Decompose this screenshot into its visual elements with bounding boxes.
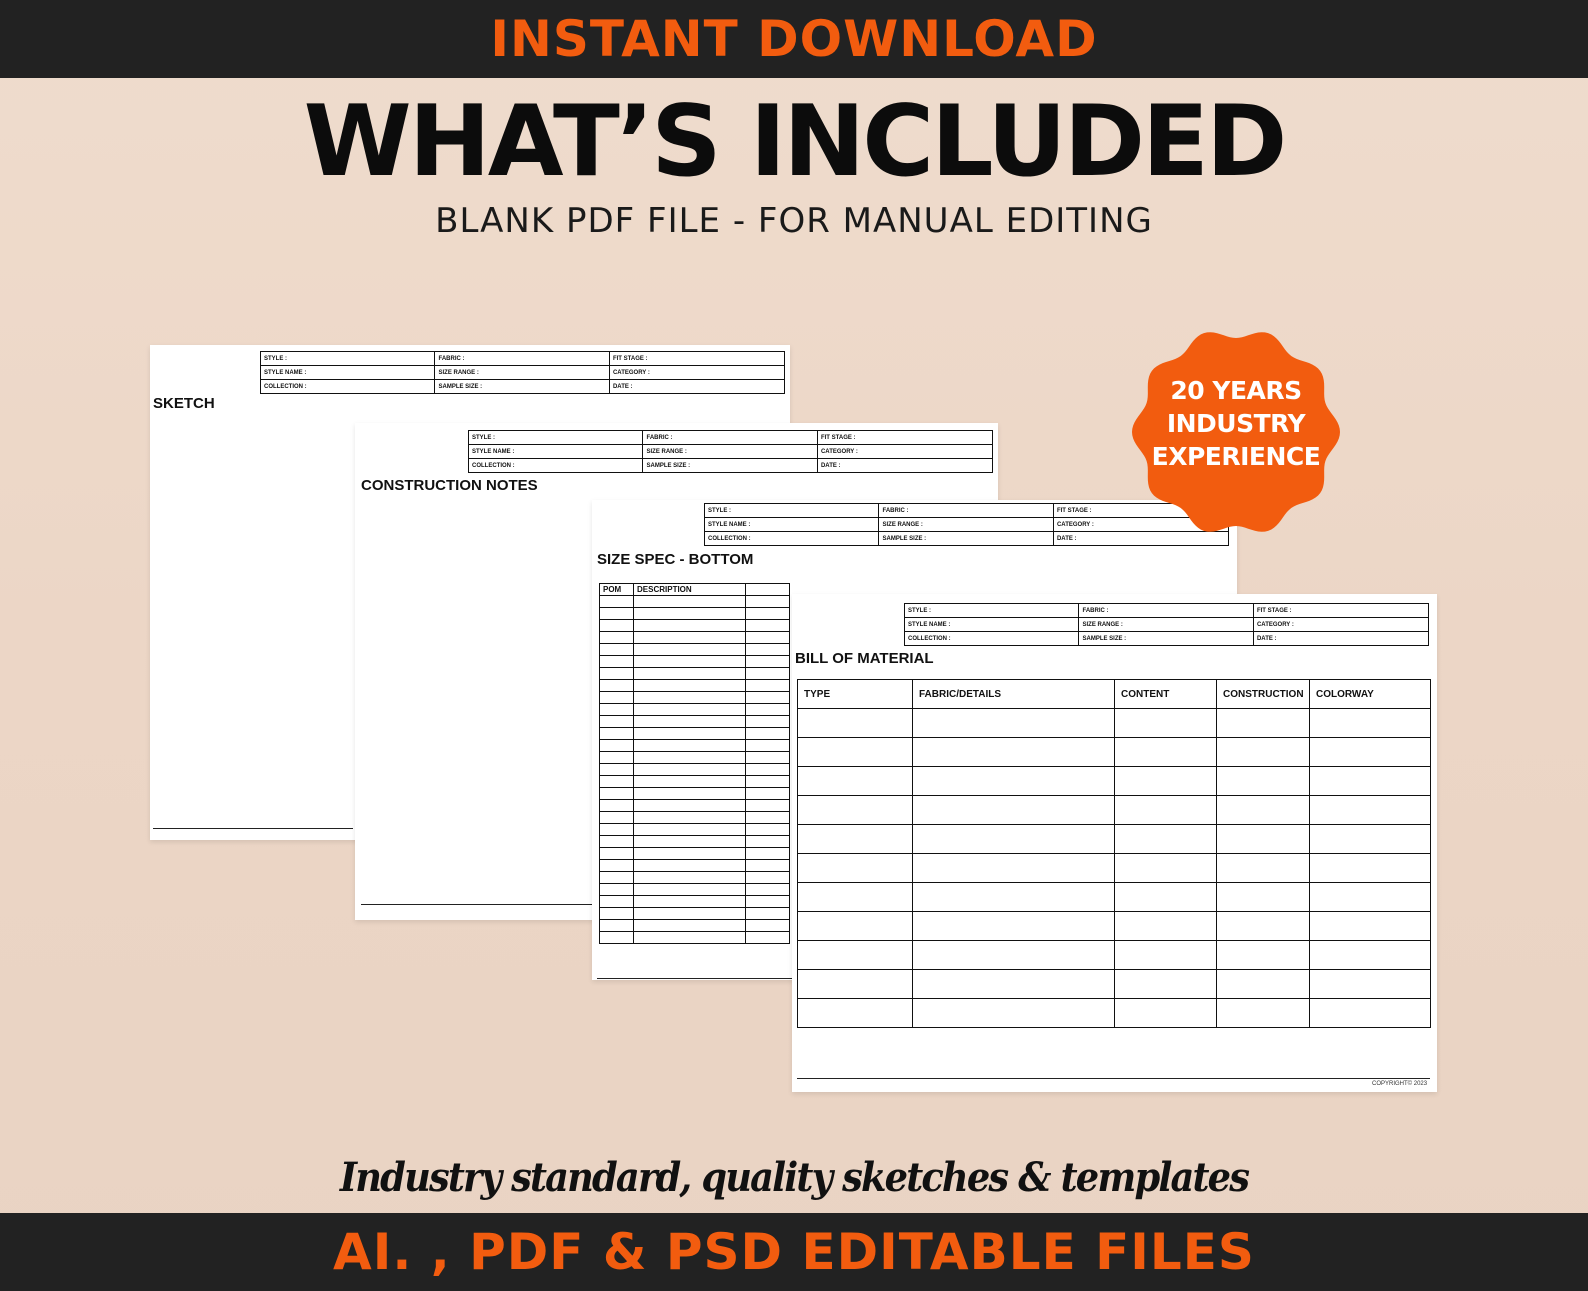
table-cell xyxy=(600,656,634,668)
table-cell xyxy=(746,620,790,632)
table-cell xyxy=(1217,738,1310,767)
table-cell xyxy=(634,860,746,872)
table-cell xyxy=(1115,883,1217,912)
table-cell xyxy=(634,740,746,752)
table-cell xyxy=(746,716,790,728)
table-row xyxy=(600,932,790,944)
info-label: SIZE RANGE : xyxy=(643,445,817,459)
table-cell xyxy=(1115,709,1217,738)
table-cell xyxy=(746,860,790,872)
info-label: COLLECTION : xyxy=(705,532,879,546)
table-cell xyxy=(600,860,634,872)
table-cell xyxy=(746,740,790,752)
table-cell xyxy=(634,788,746,800)
table-cell xyxy=(798,796,913,825)
construction-info-table xyxy=(468,430,993,473)
table-cell xyxy=(746,752,790,764)
table-cell xyxy=(1217,999,1310,1028)
info-label: CATEGORY : xyxy=(1253,618,1428,632)
info-label: CATEGORY : xyxy=(1053,518,1228,532)
table-cell xyxy=(798,767,913,796)
table-cell xyxy=(1217,883,1310,912)
table-cell xyxy=(798,970,913,999)
table-cell xyxy=(600,848,634,860)
badge-text xyxy=(1130,374,1342,473)
table-row xyxy=(600,872,790,884)
table-cell xyxy=(1310,970,1431,999)
bom-title: BILL OF MATERIAL xyxy=(795,650,934,667)
table-cell xyxy=(798,709,913,738)
bottom-banner-text: AI. , PDF & PSD EDITABLE FILES xyxy=(333,1223,1255,1281)
table-cell xyxy=(600,920,634,932)
size-spec-footer-line xyxy=(597,978,797,979)
table-cell xyxy=(600,668,634,680)
table-cell xyxy=(746,608,790,620)
info-label: STYLE : xyxy=(469,431,643,445)
info-label: SAMPLE SIZE : xyxy=(1079,632,1253,646)
table-cell xyxy=(600,680,634,692)
table-cell xyxy=(600,632,634,644)
table-cell xyxy=(798,999,913,1028)
table-row xyxy=(600,824,790,836)
table-cell xyxy=(746,932,790,944)
table-cell xyxy=(1217,854,1310,883)
table-cell xyxy=(798,883,913,912)
table-cell xyxy=(746,644,790,656)
bom-header-construction: CONSTRUCTION xyxy=(1217,680,1310,709)
bom-info-table xyxy=(904,603,1429,646)
table-row xyxy=(798,796,1431,825)
table-cell xyxy=(1115,912,1217,941)
table-row xyxy=(798,709,1431,738)
info-label: FIT STAGE : xyxy=(1253,604,1428,618)
table-cell xyxy=(746,632,790,644)
info-label: SAMPLE SIZE : xyxy=(879,532,1053,546)
table-cell xyxy=(1115,854,1217,883)
table-cell xyxy=(600,932,634,944)
table-cell xyxy=(634,608,746,620)
table-cell xyxy=(600,836,634,848)
table-row xyxy=(600,716,790,728)
info-label: STYLE NAME : xyxy=(261,366,435,380)
bom-table xyxy=(797,679,1431,1028)
table-cell xyxy=(798,825,913,854)
table-row xyxy=(600,860,790,872)
info-label: SAMPLE SIZE : xyxy=(435,380,609,394)
table-cell xyxy=(913,970,1115,999)
table-row xyxy=(600,848,790,860)
table-cell xyxy=(600,764,634,776)
info-label: FABRIC : xyxy=(1079,604,1253,618)
table-cell xyxy=(634,680,746,692)
table-cell xyxy=(746,920,790,932)
table-cell xyxy=(600,908,634,920)
table-cell xyxy=(600,740,634,752)
table-row xyxy=(600,764,790,776)
sketch-footer-line xyxy=(153,828,353,829)
table-cell xyxy=(634,728,746,740)
table-cell xyxy=(1310,767,1431,796)
table-cell xyxy=(634,812,746,824)
table-cell xyxy=(600,692,634,704)
table-cell xyxy=(746,776,790,788)
table-cell xyxy=(634,764,746,776)
info-label: DATE : xyxy=(609,380,784,394)
table-cell xyxy=(746,656,790,668)
table-cell xyxy=(746,812,790,824)
table-cell xyxy=(1310,912,1431,941)
table-cell xyxy=(1115,999,1217,1028)
table-cell xyxy=(1217,796,1310,825)
table-cell xyxy=(600,728,634,740)
construction-footer-line xyxy=(361,904,601,905)
table-row xyxy=(600,608,790,620)
table-cell xyxy=(634,932,746,944)
table-cell xyxy=(913,709,1115,738)
info-label: SIZE RANGE : xyxy=(879,518,1053,532)
table-row xyxy=(600,632,790,644)
table-row xyxy=(798,767,1431,796)
table-cell xyxy=(634,692,746,704)
table-row xyxy=(600,920,790,932)
table-cell xyxy=(1217,825,1310,854)
table-cell xyxy=(1217,709,1310,738)
table-cell xyxy=(600,776,634,788)
table-cell xyxy=(913,941,1115,970)
table-cell xyxy=(746,908,790,920)
table-cell xyxy=(1310,796,1431,825)
info-label: FIT STAGE : xyxy=(609,352,784,366)
table-cell xyxy=(634,800,746,812)
table-cell xyxy=(600,752,634,764)
table-cell xyxy=(600,608,634,620)
table-cell xyxy=(746,704,790,716)
table-cell xyxy=(798,738,913,767)
table-cell xyxy=(913,912,1115,941)
table-cell xyxy=(1115,825,1217,854)
table-cell xyxy=(746,836,790,848)
table-cell xyxy=(634,776,746,788)
info-label: STYLE : xyxy=(705,504,879,518)
badge-line-3: EXPERIENCE xyxy=(1151,442,1321,471)
table-cell xyxy=(1217,767,1310,796)
table-cell xyxy=(913,854,1115,883)
table-cell xyxy=(600,872,634,884)
table-row xyxy=(600,656,790,668)
table-row xyxy=(798,970,1431,999)
info-label: STYLE NAME : xyxy=(469,445,643,459)
table-cell xyxy=(600,812,634,824)
table-cell xyxy=(634,908,746,920)
table-cell xyxy=(634,632,746,644)
table-cell xyxy=(913,738,1115,767)
subheadline: BLANK PDF FILE - FOR MANUAL EDITING xyxy=(435,201,1153,241)
table-cell xyxy=(1310,854,1431,883)
table-cell xyxy=(913,883,1115,912)
table-cell xyxy=(600,788,634,800)
table-cell xyxy=(913,767,1115,796)
table-cell xyxy=(746,596,790,608)
table-cell xyxy=(746,824,790,836)
table-cell xyxy=(634,716,746,728)
pom-table xyxy=(599,583,790,944)
table-cell xyxy=(600,824,634,836)
badge-line-2: INDUSTRY xyxy=(1166,409,1306,438)
table-cell xyxy=(746,800,790,812)
table-row xyxy=(600,704,790,716)
description-header: DESCRIPTION xyxy=(634,584,746,596)
table-cell xyxy=(746,896,790,908)
table-cell xyxy=(1310,709,1431,738)
table-cell xyxy=(798,854,913,883)
table-cell xyxy=(634,704,746,716)
info-label: STYLE NAME : xyxy=(905,618,1079,632)
table-cell xyxy=(746,728,790,740)
table-row xyxy=(798,738,1431,767)
table-row xyxy=(600,680,790,692)
table-cell xyxy=(746,872,790,884)
info-label: DATE : xyxy=(1253,632,1428,646)
table-cell xyxy=(634,620,746,632)
sketch-title: SKETCH xyxy=(153,395,215,412)
table-cell xyxy=(634,884,746,896)
table-cell xyxy=(1217,912,1310,941)
table-cell xyxy=(600,896,634,908)
table-cell xyxy=(1115,738,1217,767)
table-cell xyxy=(1310,825,1431,854)
info-label: COLLECTION : xyxy=(469,459,643,473)
sketch-info-table xyxy=(260,351,785,394)
info-label: STYLE : xyxy=(261,352,435,366)
table-cell xyxy=(746,692,790,704)
construction-notes-title: CONSTRUCTION NOTES xyxy=(361,477,538,494)
table-cell xyxy=(634,668,746,680)
table-cell xyxy=(1115,767,1217,796)
table-row xyxy=(798,999,1431,1028)
table-cell xyxy=(1115,941,1217,970)
info-label: COLLECTION : xyxy=(261,380,435,394)
table-cell xyxy=(746,668,790,680)
table-row xyxy=(798,854,1431,883)
table-row xyxy=(600,728,790,740)
table-cell xyxy=(913,796,1115,825)
table-cell xyxy=(634,920,746,932)
table-cell xyxy=(1310,883,1431,912)
table-cell xyxy=(634,836,746,848)
table-cell xyxy=(1217,970,1310,999)
info-label: STYLE : xyxy=(905,604,1079,618)
table-cell xyxy=(634,872,746,884)
table-row xyxy=(600,740,790,752)
table-cell xyxy=(634,656,746,668)
bom-header-type: TYPE xyxy=(798,680,913,709)
table-cell xyxy=(913,999,1115,1028)
bom-footer-line xyxy=(797,1078,1430,1079)
table-row xyxy=(600,908,790,920)
top-banner xyxy=(0,0,1588,78)
badge-line-1: 20 YEARS xyxy=(1170,376,1302,405)
table-cell xyxy=(634,752,746,764)
info-label: COLLECTION : xyxy=(905,632,1079,646)
table-cell xyxy=(634,824,746,836)
table-row xyxy=(798,825,1431,854)
copyright-text: COPYRIGHT© 2023 xyxy=(1372,1081,1428,1087)
info-label: FABRIC : xyxy=(643,431,817,445)
bill-of-material-sheet xyxy=(792,594,1437,1092)
info-label: FABRIC : xyxy=(879,504,1053,518)
table-cell xyxy=(798,941,913,970)
table-cell xyxy=(634,896,746,908)
table-row xyxy=(600,596,790,608)
table-cell xyxy=(634,596,746,608)
table-cell xyxy=(600,644,634,656)
blank-header xyxy=(746,584,790,596)
table-cell xyxy=(634,644,746,656)
table-cell xyxy=(798,912,913,941)
info-label: FIT STAGE : xyxy=(1053,504,1228,518)
table-row xyxy=(600,668,790,680)
table-cell xyxy=(746,680,790,692)
table-cell xyxy=(1115,796,1217,825)
table-row xyxy=(600,800,790,812)
table-cell xyxy=(600,800,634,812)
table-cell xyxy=(746,788,790,800)
table-cell xyxy=(1310,999,1431,1028)
table-row xyxy=(600,776,790,788)
info-label: DATE : xyxy=(817,459,992,473)
info-label: SAMPLE SIZE : xyxy=(643,459,817,473)
table-cell xyxy=(1310,738,1431,767)
table-row xyxy=(600,884,790,896)
table-row xyxy=(600,812,790,824)
table-cell xyxy=(913,825,1115,854)
info-label: SIZE RANGE : xyxy=(1079,618,1253,632)
headline: WHAT’S INCLUDED xyxy=(303,85,1285,199)
info-label: DATE : xyxy=(1053,532,1228,546)
table-cell xyxy=(746,884,790,896)
table-cell xyxy=(746,848,790,860)
table-row xyxy=(798,941,1431,970)
pom-header: POM xyxy=(600,584,634,596)
info-label: FABRIC : xyxy=(435,352,609,366)
table-row xyxy=(600,692,790,704)
size-spec-title: SIZE SPEC - BOTTOM xyxy=(597,551,754,568)
table-cell xyxy=(1310,941,1431,970)
bom-header-content: CONTENT xyxy=(1115,680,1217,709)
info-label: CATEGORY : xyxy=(609,366,784,380)
table-cell xyxy=(1217,941,1310,970)
table-row xyxy=(600,752,790,764)
table-row xyxy=(600,896,790,908)
table-cell xyxy=(1115,970,1217,999)
table-cell xyxy=(600,620,634,632)
top-banner-text: INSTANT DOWNLOAD xyxy=(490,10,1098,68)
table-row xyxy=(600,620,790,632)
info-label: CATEGORY : xyxy=(817,445,992,459)
info-label: FIT STAGE : xyxy=(817,431,992,445)
table-row xyxy=(600,836,790,848)
bottom-banner xyxy=(0,1213,1588,1291)
info-label: STYLE NAME : xyxy=(705,518,879,532)
table-cell xyxy=(600,596,634,608)
table-row xyxy=(798,883,1431,912)
table-cell xyxy=(746,764,790,776)
table-cell xyxy=(600,704,634,716)
table-row xyxy=(600,644,790,656)
table-row xyxy=(798,912,1431,941)
info-label: SIZE RANGE : xyxy=(435,366,609,380)
table-row xyxy=(600,788,790,800)
table-cell xyxy=(600,716,634,728)
bom-header-fabric-details: FABRIC/DETAILS xyxy=(913,680,1115,709)
table-cell xyxy=(600,884,634,896)
tagline: Industry standard, quality sketches & templates xyxy=(339,1154,1249,1201)
table-cell xyxy=(634,848,746,860)
bom-header-colorway: COLORWAY xyxy=(1310,680,1431,709)
